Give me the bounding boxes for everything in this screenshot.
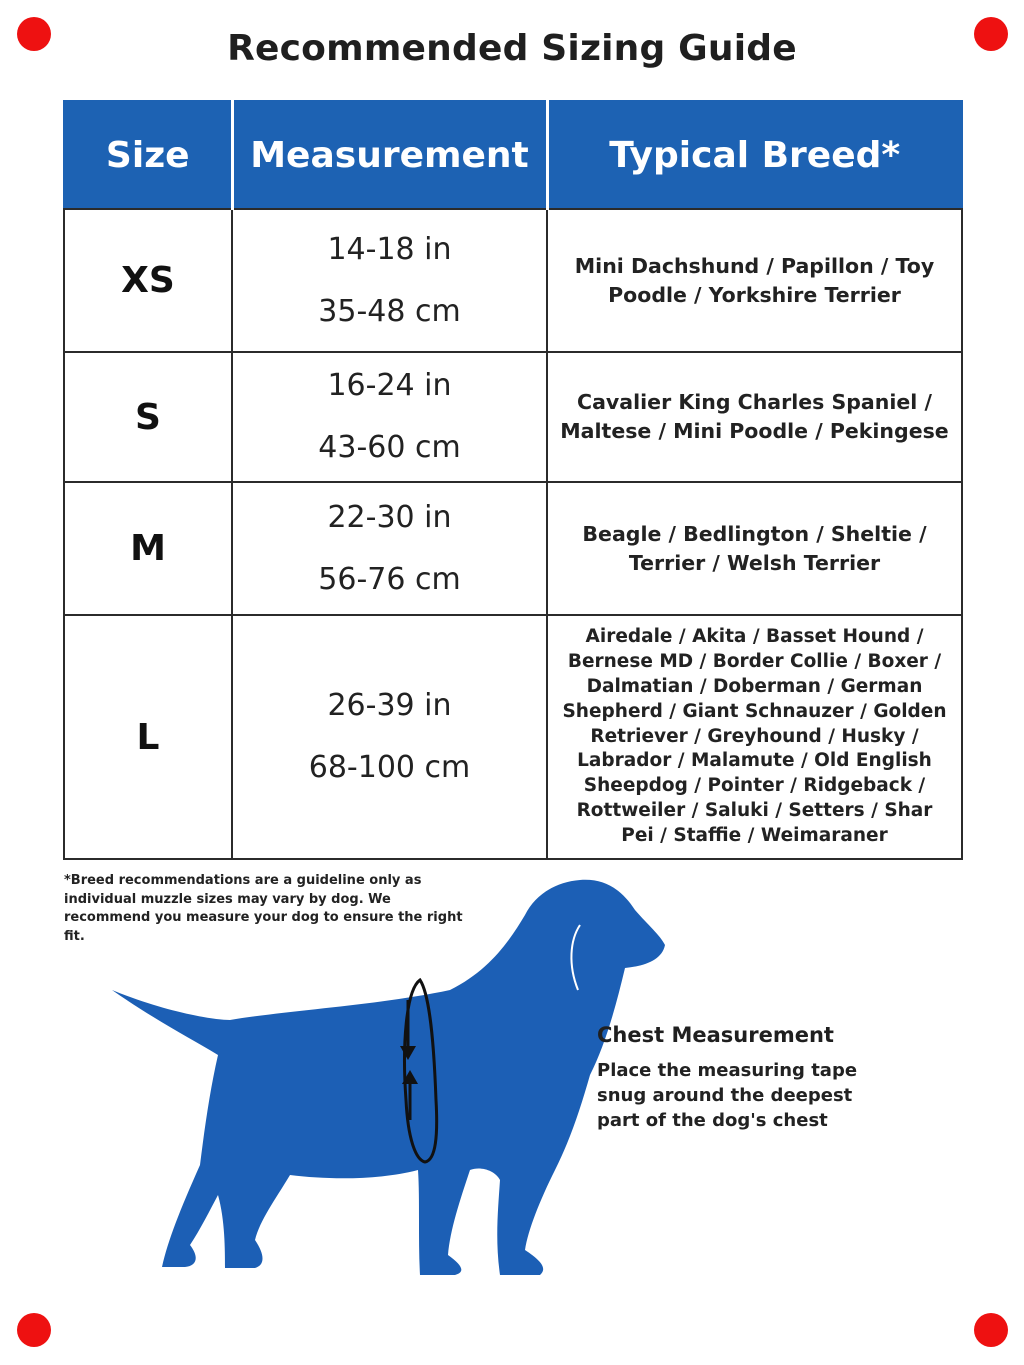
measurement-cm: 56-76 cm: [318, 561, 461, 597]
size-cell: XS: [64, 209, 232, 352]
measurement-cm: 68-100 cm: [308, 750, 471, 785]
header-measurement: Measurement: [232, 101, 547, 209]
size-cell: S: [64, 352, 232, 482]
chest-measurement-description: Place the measuring tape snug around the deepest part of the dog's chest: [597, 1060, 858, 1131]
measurement-inches: 16-24 in: [327, 368, 452, 403]
breed-cell: Mini Dachshund / Papillon / Toy Poodle / Yorkshire Terrier: [547, 209, 962, 352]
measurement-cell: [232, 352, 547, 482]
dog-silhouette-icon: [100, 870, 680, 1290]
measurement-cell: [232, 209, 547, 352]
table-row: [64, 482, 962, 615]
table-row: [64, 615, 962, 859]
breed-cell: Beagle / Bedlington / Sheltie / Terrier / Welsh Terrier: [547, 482, 962, 615]
header-size: Size: [64, 101, 232, 209]
breed-cell: Airedale / Akita / Basset Hound / Bernese MD / Border Collie / Boxer / Dalmatian / Doberman / German Shepherd / Giant Schnauzer / Golden Retriever / Greyhound / Husky / Labrador / Malamute / Old English Sheepdog / Pointer / Ridgeback / Rottweiler / Saluki / Setters / Shar Pei / Staffie / Weimaraner: [547, 615, 962, 859]
header-typical-breed: Typical Breed*: [547, 101, 962, 209]
measurement-inches: 26-39 in: [327, 688, 452, 723]
measurement-cell: [232, 615, 547, 859]
table-header-row: [64, 101, 962, 209]
corner-dot-bottom-left: [17, 1313, 51, 1347]
page-title: Recommended Sizing Guide: [227, 28, 797, 69]
size-cell: L: [64, 615, 232, 859]
measurement-cm: 43-60 cm: [318, 430, 461, 465]
breed-disclaimer: *Breed recommendations are a guideline only as individual muzzle sizes may vary by dog. We recommend you measure your dog to ensure the right fit.: [64, 873, 463, 944]
measurement-inches: 22-30 in: [327, 499, 452, 535]
table-row: [64, 209, 962, 352]
size-cell: M: [64, 482, 232, 615]
measurement-cm: 35-48 cm: [318, 293, 461, 329]
sizing-table: [63, 100, 963, 860]
breed-cell: Cavalier King Charles Spaniel / Maltese / Mini Poodle / Pekingese: [547, 352, 962, 482]
measurement-cell: [232, 482, 547, 615]
chest-measurement-title: Chest Measurement: [597, 1023, 834, 1047]
corner-dot-bottom-right: [974, 1313, 1008, 1347]
measurement-inches: 14-18 in: [327, 231, 452, 267]
table-row: [64, 352, 962, 482]
